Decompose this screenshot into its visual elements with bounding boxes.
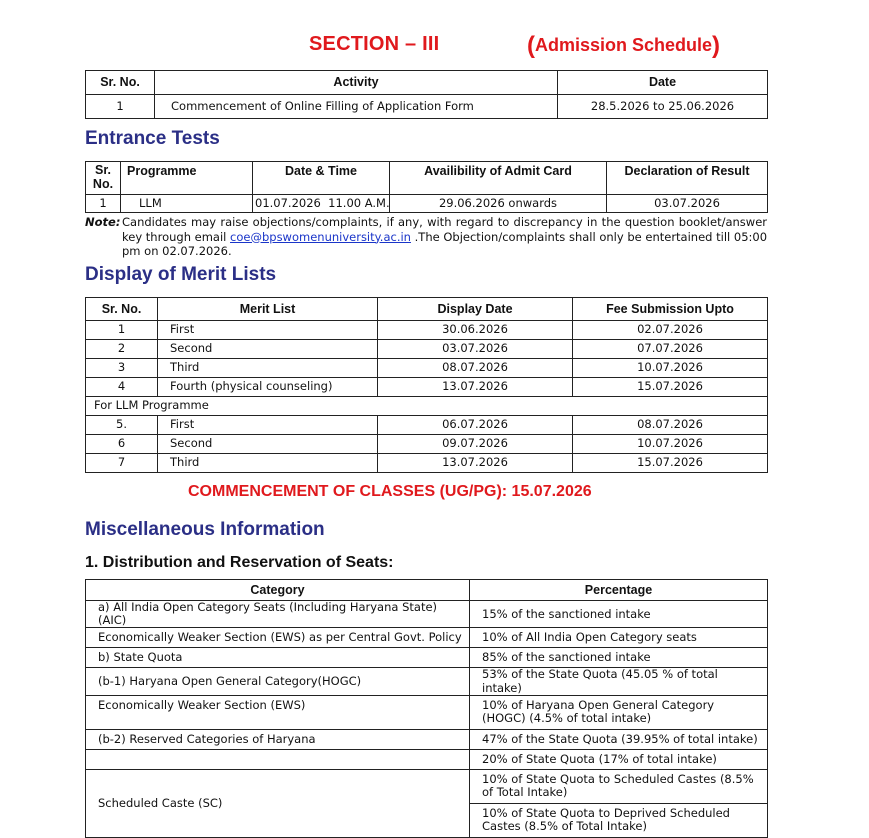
table-cell: First — [158, 321, 378, 340]
header-cell: Activity — [155, 71, 558, 95]
schedule-table — [85, 70, 768, 119]
section-title — [0, 33, 869, 61]
table-cell: 15% of the sanctioned intake — [470, 601, 768, 628]
misc-heading: Miscellaneous Information — [85, 519, 325, 540]
table-cell: 4 — [86, 378, 158, 397]
table-header-row — [86, 298, 768, 321]
table-cell: 85% of the sanctioned intake — [470, 648, 768, 668]
table-row — [86, 695, 768, 729]
note-body — [85, 215, 767, 259]
note-paragraph — [85, 215, 767, 259]
table-cell: 10.07.2026 — [573, 359, 768, 378]
table-cell: 2 — [86, 340, 158, 359]
table-cell: Second — [158, 435, 378, 454]
table-cell — [86, 749, 470, 769]
header-cell: Display Date — [378, 298, 573, 321]
table-cell: Scheduled Caste (SC) — [86, 769, 470, 837]
table-row — [86, 628, 768, 648]
table-cell: 10.07.2026 — [573, 435, 768, 454]
table-cell: 3 — [86, 359, 158, 378]
table-header-row — [86, 162, 768, 195]
table-cell: 10% of State Quota to Deprived Scheduled Castes (8.5% of Total Intake) — [470, 803, 768, 837]
table-row — [86, 749, 768, 769]
table-row — [86, 321, 768, 340]
merit-heading: Display of Merit Lists — [85, 264, 277, 285]
table-cell: 08.07.2026 — [378, 359, 573, 378]
subtitle-text: Admission Schedule — [535, 35, 713, 55]
table-cell: Third — [158, 359, 378, 378]
table-cell: 47% of the State Quota (39.95% of total intake) — [470, 729, 768, 749]
table-header-row — [86, 580, 768, 601]
table-row — [86, 340, 768, 359]
table-row — [86, 454, 768, 473]
header-cell: Category — [86, 580, 470, 601]
table-cell: 6 — [86, 435, 158, 454]
merit-table — [85, 297, 768, 473]
table-row — [86, 359, 768, 378]
table-cell: Economically Weaker Section (EWS) as per Central Govt. Policy — [86, 628, 470, 648]
table-cell: 1 — [86, 195, 121, 213]
table-row — [86, 95, 768, 119]
seats-table — [85, 579, 768, 838]
table-row — [86, 769, 768, 803]
table-cell: 02.07.2026 — [573, 321, 768, 340]
table-cell: Commencement of Online Filling of Application Form — [155, 95, 558, 119]
seats-subheading: 1. Distribution and Reservation of Seats: — [85, 554, 394, 571]
table-cell: 15.07.2026 — [573, 454, 768, 473]
header-cell: Sr. No. — [86, 71, 155, 95]
table-cell: 20% of State Quota (17% of total intake) — [470, 749, 768, 769]
table-cell: 08.07.2026 — [573, 416, 768, 435]
section-subtitle — [527, 32, 720, 60]
table-row — [86, 648, 768, 668]
table-cell: 13.07.2026 — [378, 378, 573, 397]
header-cell: Percentage — [470, 580, 768, 601]
table-cell: 7 — [86, 454, 158, 473]
section-number: SECTION – III — [309, 33, 440, 55]
header-cell: Sr. No. — [86, 298, 158, 321]
table-cell: 1 — [86, 321, 158, 340]
table-cell: 53% of the State Quota (45.05 % of total intake) — [470, 668, 768, 695]
table-cell: (b-2) Reserved Categories of Haryana — [86, 729, 470, 749]
header-cell: Availibility of Admit Card — [390, 162, 607, 195]
table-header-row — [86, 71, 768, 95]
table-cell: 15.07.2026 — [573, 378, 768, 397]
table-row — [86, 378, 768, 397]
table-cell: 28.5.2026 to 25.06.2026 — [558, 95, 768, 119]
table-cell: a) All India Open Category Seats (Including Haryana State) (AIC) — [86, 601, 470, 628]
table-cell: 30.06.2026 — [378, 321, 573, 340]
email-link[interactable]: coe@bpswomenuniversity.ac.in — [230, 229, 411, 244]
table-cell: 29.06.2026 onwards — [390, 195, 607, 213]
table-row — [86, 729, 768, 749]
header-cell: Declaration of Result — [607, 162, 768, 195]
table-cell: (b-1) Haryana Open General Category(HOGC) — [86, 668, 470, 695]
llm-programme-label: For LLM Programme — [86, 397, 768, 416]
header-cell: Merit List — [158, 298, 378, 321]
table-cell: Fourth (physical counseling) — [158, 378, 378, 397]
note-text-end: .The Objection/complaints shall only be entertained till 05:00 pm on 02.07.2026. — [122, 229, 768, 258]
table-cell: 06.07.2026 — [378, 416, 573, 435]
note-text: Candidates may raise objections/complaints, if any, with regard to discrepancy in the question booklet/answer key through email — [122, 215, 767, 244]
table-cell: First — [158, 416, 378, 435]
header-cell: Fee Submission Upto — [573, 298, 768, 321]
table-cell: 10% of All India Open Category seats — [470, 628, 768, 648]
header-cell: Sr. No. — [86, 162, 121, 195]
table-cell: 10% of Haryana Open General Category (HOGC) (4.5% of total intake) — [470, 695, 768, 729]
entrance-heading: Entrance Tests — [85, 128, 220, 149]
table-cell: Second — [158, 340, 378, 359]
table-row — [86, 435, 768, 454]
table-cell: 10% of State Quota to Scheduled Castes (8.5% of Total Intake) — [470, 769, 768, 803]
entrance-table — [85, 161, 768, 213]
table-cell: b) State Quota — [86, 648, 470, 668]
table-cell: 01.07.2026 11.00 A.M. — [253, 195, 390, 213]
table-cell: 07.07.2026 — [573, 340, 768, 359]
table-row — [86, 397, 768, 416]
table-row — [86, 416, 768, 435]
table-cell: LLM — [121, 195, 253, 213]
table-row — [86, 668, 768, 695]
header-cell: Date — [558, 71, 768, 95]
table-cell: 03.07.2026 — [378, 340, 573, 359]
open-paren: ( — [527, 32, 535, 59]
table-cell: 09.07.2026 — [378, 435, 573, 454]
table-cell: Economically Weaker Section (EWS) — [86, 695, 470, 729]
table-cell: 13.07.2026 — [378, 454, 573, 473]
table-row — [86, 601, 768, 628]
table-cell: 03.07.2026 — [607, 195, 768, 213]
close-paren: ) — [712, 32, 721, 59]
table-cell: Third — [158, 454, 378, 473]
commencement-banner: COMMENCEMENT OF CLASSES (UG/PG): 15.07.2026 — [188, 483, 592, 500]
table-cell: 1 — [86, 95, 155, 119]
note-label: Note: — [85, 215, 121, 229]
header-cell: Programme — [121, 162, 253, 195]
table-cell: 5. — [86, 416, 158, 435]
header-cell: Date & Time — [253, 162, 390, 195]
table-row — [86, 195, 768, 213]
